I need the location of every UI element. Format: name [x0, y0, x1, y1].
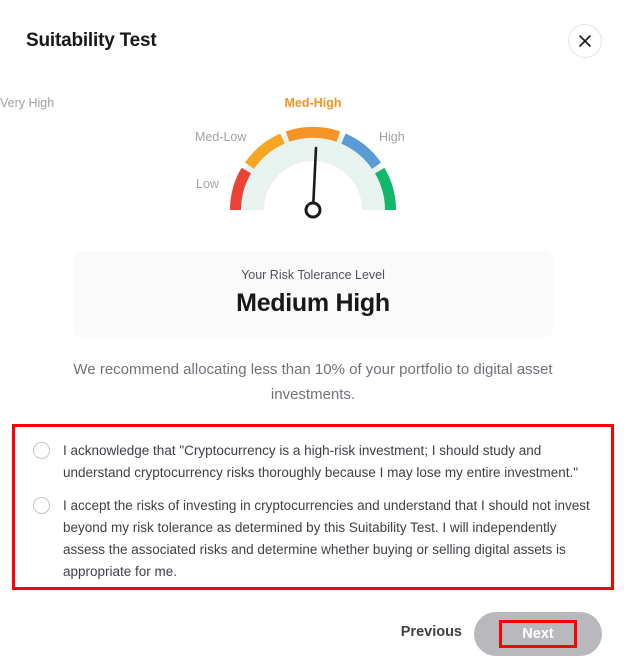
consent-option-2-label: I accept the risks of investing in cryptocurrencies and understand that I should not invest beyond my risk tolerance as determined by this Suitability Test. I will independently assess the associated risks and determine whether buying or selling digital assets is appropriate for me.	[63, 498, 590, 579]
modal-header	[0, 24, 626, 72]
risk-result-subtitle: Your Risk Tolerance Level	[241, 268, 385, 282]
gauge-label-med-low: Med-Low	[195, 130, 247, 144]
consent-option-2[interactable]	[33, 495, 599, 583]
page-title: Suitability Test	[26, 30, 157, 51]
radio-icon[interactable]	[33, 497, 50, 514]
next-button[interactable]: Next	[499, 620, 577, 648]
consent-option-1-label: I acknowledge that "Cryptocurrency is a high-risk investment; I should study and understand cryptocurrency risks thoroughly because I may lose my entire investment."	[63, 443, 579, 480]
gauge-label-very-high: Very High	[0, 96, 55, 110]
risk-result-level: Medium High	[236, 289, 390, 317]
close-icon	[578, 34, 592, 48]
gauge-label-high: High	[379, 130, 405, 144]
next-button-container[interactable]	[474, 612, 602, 656]
consent-section	[12, 424, 614, 590]
risk-gauge	[0, 96, 626, 231]
gauge-dial	[213, 100, 413, 228]
modal-footer	[0, 602, 626, 672]
gauge-label-low: Low	[196, 177, 219, 191]
risk-result-card	[73, 251, 553, 337]
gauge-label-med-high: Med-High	[284, 96, 342, 110]
previous-button[interactable]: Previous	[400, 624, 462, 640]
consent-option-1[interactable]	[33, 440, 599, 484]
recommendation-text: We recommend allocating less than 10% of your portfolio to digital asset investments.	[73, 361, 553, 403]
radio-icon[interactable]	[33, 442, 50, 459]
close-button[interactable]	[568, 24, 602, 58]
